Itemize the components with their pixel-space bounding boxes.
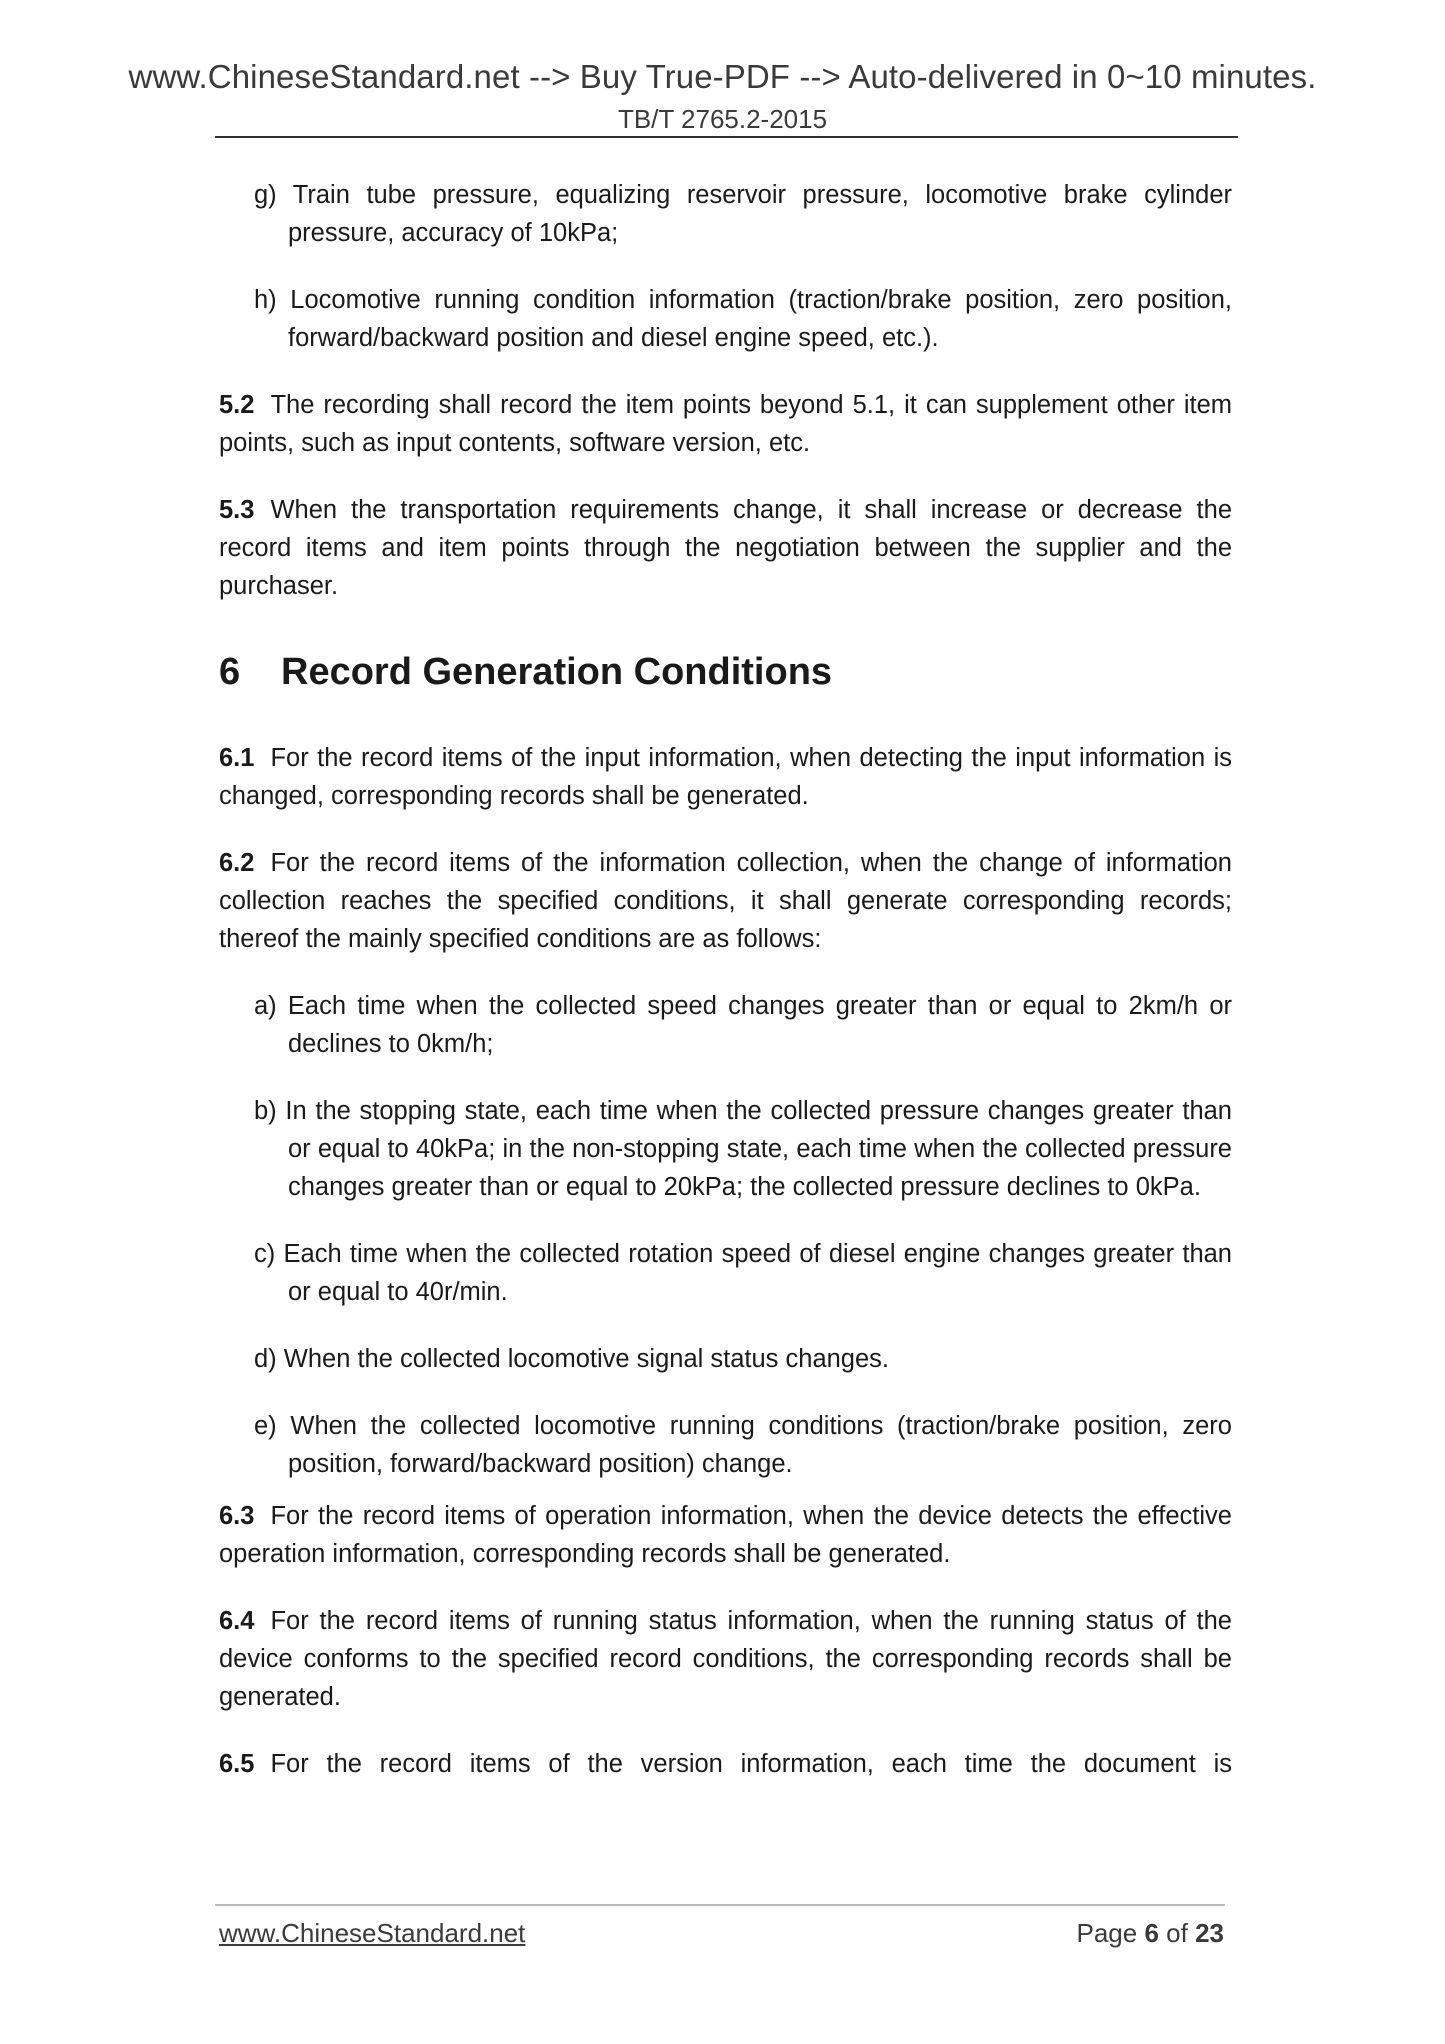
page-current: 6 bbox=[1144, 1918, 1159, 1948]
footer-rule bbox=[215, 1904, 1225, 1906]
section-number: 6 bbox=[219, 651, 241, 693]
document-body bbox=[219, 176, 1232, 1812]
page-total: 23 bbox=[1195, 1918, 1224, 1948]
page-label: Page bbox=[1076, 1918, 1138, 1948]
header-banner: www.ChineseStandard.net --> Buy True-PDF --> Auto-delivered in 0~10 minutes. bbox=[128, 58, 1317, 95]
list-item-c: c) Each time when the collected rotation speed of diesel engine changes greater than or equal to 40r/min. bbox=[254, 1240, 1232, 1306]
list-item-h: h) Locomotive running condition information (traction/brake position, zero position, forward/backward position and diesel engine speed, etc.). bbox=[254, 286, 1232, 352]
clause-number: 6.4 bbox=[219, 1607, 255, 1635]
list-item-b: b) In the stopping state, each time when the collected pressure changes greater than or equal to 40kPa; in the non-stopping state, each time when the collected pressure changes greater than or equal to 20kPa; the collected pressure declines to 0kPa. bbox=[254, 1097, 1232, 1201]
clause-6-1 bbox=[219, 739, 1232, 815]
clause-text: For the record items of running status information, when the running status of the device conforms to the specified record conditions, the corresponding records shall be generated. bbox=[219, 1607, 1232, 1711]
clause-text: For the record items of the information collection, when the change of information collection reaches the specified conditions, it shall generate corresponding records; thereof the mainly specified conditions are as follows: bbox=[219, 849, 1232, 953]
clause-text: When the transportation requirements change, it shall increase or decrease the record items and item points through the negotiation between the supplier and the purchaser. bbox=[219, 496, 1232, 600]
page-of: of bbox=[1166, 1918, 1188, 1948]
clause-6-3 bbox=[219, 1497, 1232, 1573]
section-title-text: Record Generation Conditions bbox=[281, 651, 833, 693]
clause-text: The recording shall record the item points beyond 5.1, it can supplement other item points, such as input contents, software version, etc. bbox=[219, 391, 1232, 457]
clause-number: 6.1 bbox=[219, 744, 255, 772]
clause-text: For the record items of the version information, each time the document is bbox=[270, 1750, 1232, 1778]
clause-5-2 bbox=[219, 386, 1232, 462]
header-rule bbox=[215, 136, 1238, 138]
list-item-a: a) Each time when the collected speed changes greater than or equal to 2km/h or declines to 0km/h; bbox=[254, 992, 1232, 1058]
list-item-g: g) Train tube pressure, equalizing reservoir pressure, locomotive brake cylinder pressure, accuracy of 10kPa; bbox=[254, 181, 1232, 247]
clause-number: 6.5 bbox=[219, 1750, 255, 1778]
page-indicator bbox=[1076, 1918, 1224, 1949]
standard-code: TB/T 2765.2-2015 bbox=[617, 104, 828, 134]
clause-5-3 bbox=[219, 491, 1232, 605]
footer-site-link[interactable]: www.ChineseStandard.net bbox=[219, 1918, 526, 1948]
list-item-e: e) When the collected locomotive running conditions (traction/brake position, zero position, forward/backward position) change. bbox=[254, 1412, 1232, 1478]
list-item-d: d) When the collected locomotive signal status changes. bbox=[254, 1345, 890, 1373]
clause-number: 5.3 bbox=[219, 496, 255, 524]
clause-6-4 bbox=[219, 1602, 1232, 1716]
section-heading bbox=[219, 649, 1232, 695]
clause-number: 5.2 bbox=[219, 391, 255, 419]
clause-6-5 bbox=[219, 1745, 1232, 1783]
clause-text: For the record items of operation information, when the device detects the effective operation information, corresponding records shall be generated. bbox=[219, 1502, 1232, 1568]
clause-number: 6.2 bbox=[219, 849, 255, 877]
clause-6-2 bbox=[219, 844, 1232, 958]
clause-number: 6.3 bbox=[219, 1502, 255, 1530]
clause-text: For the record items of the input information, when detecting the input information is changed, corresponding records shall be generated. bbox=[219, 744, 1232, 810]
